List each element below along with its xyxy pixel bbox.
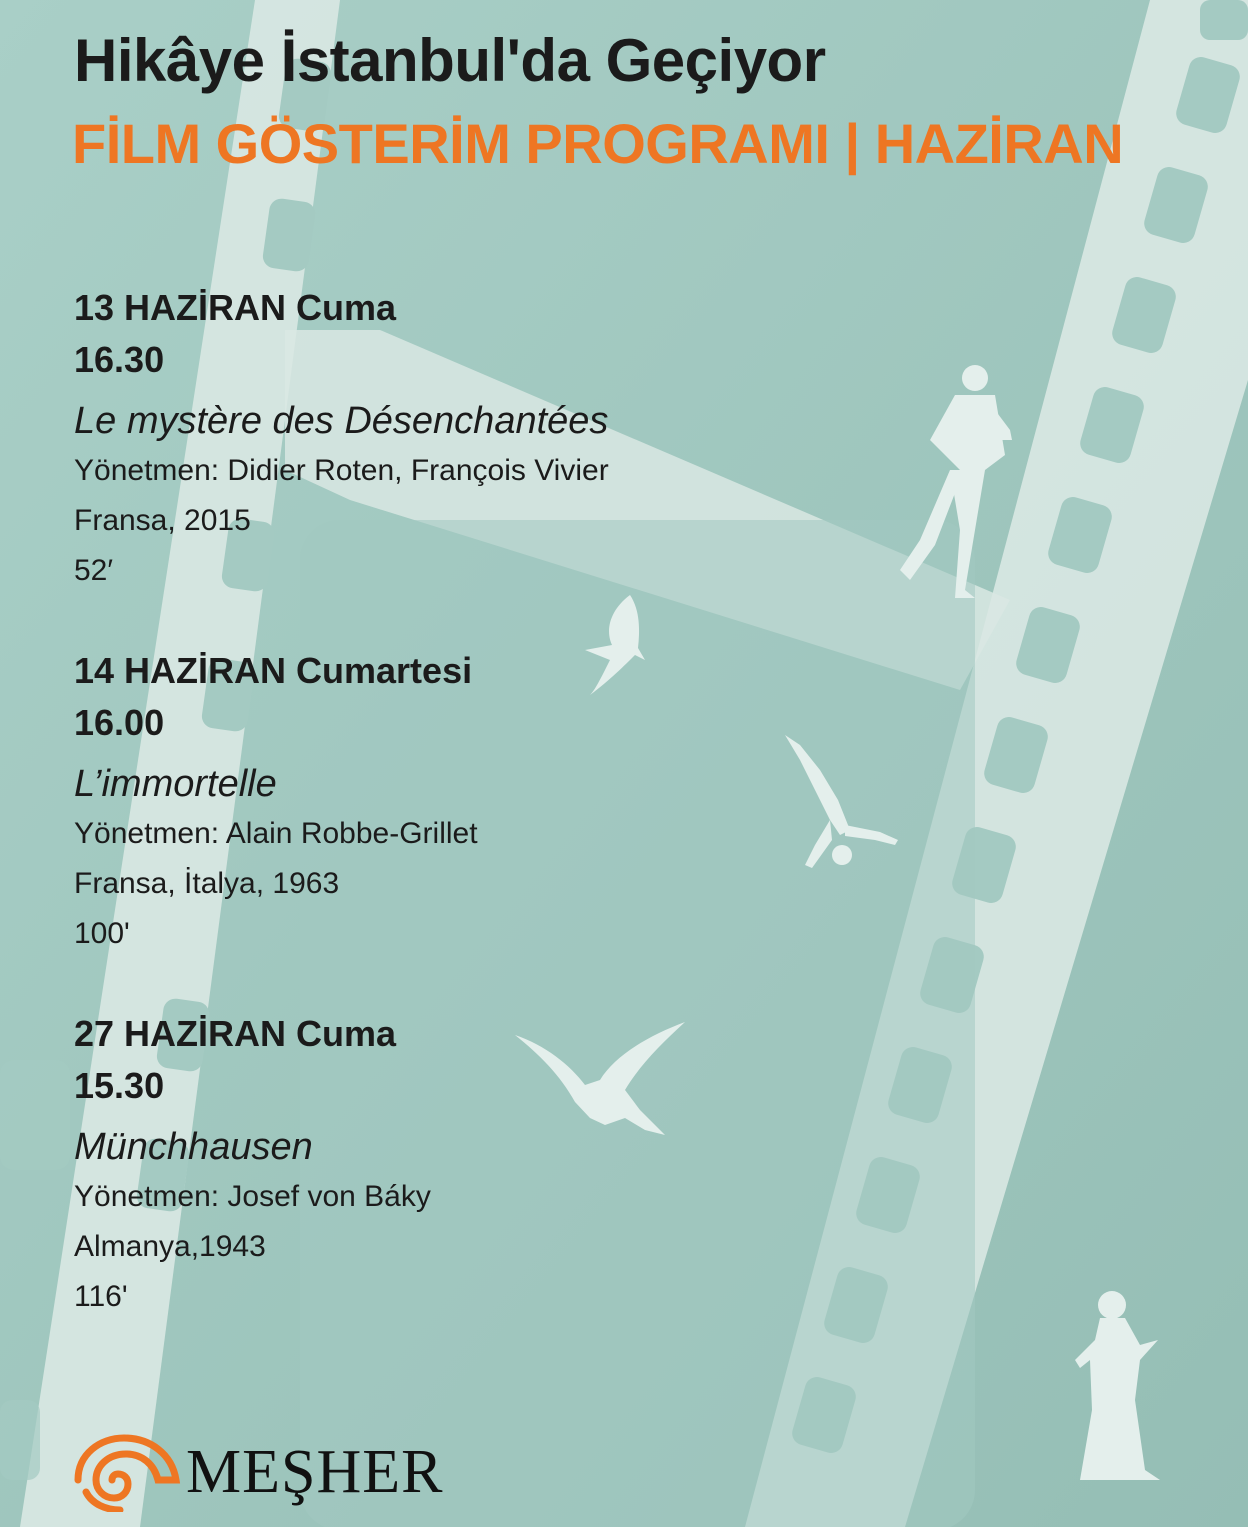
page-title: Hikâye İstanbul'da Geçiyor (74, 27, 826, 94)
screening-date: 14 HAZİRAN Cumartesi (74, 650, 473, 691)
screening-item (74, 282, 834, 596)
film-duration: 116' (74, 1280, 128, 1313)
film-country-year: Fransa, İtalya, 1963 (74, 867, 340, 900)
film-duration: 100' (74, 917, 130, 950)
screening-date: 27 HAZİRAN Cuma (74, 1013, 397, 1054)
film-title: Le mystère des Désenchantées (74, 400, 609, 442)
film-director: Yönetmen: Alain Robbe-Grillet (74, 817, 478, 850)
screening-time: 16.00 (74, 702, 165, 743)
screening-date: 13 HAZİRAN Cuma (74, 287, 397, 328)
film-director: Yönetmen: Didier Roten, François Vivier (74, 454, 609, 487)
program-subtitle: FİLM GÖSTERİM PROGRAMI | HAZİRAN (72, 112, 1124, 175)
film-title: Münchhausen (74, 1126, 313, 1168)
spiral-shell-icon (72, 1432, 182, 1512)
film-title: L’immortelle (74, 763, 277, 805)
screening-item (74, 645, 834, 959)
film-duration: 52′ (74, 554, 113, 587)
film-country-year: Fransa, 2015 (74, 504, 251, 537)
meshers-logo (72, 1432, 492, 1512)
film-country-year: Almanya,1943 (74, 1230, 266, 1263)
screening-time: 15.30 (74, 1065, 165, 1106)
logo-wordmark: MEŞHER (186, 1438, 444, 1506)
screening-time: 16.30 (74, 339, 165, 380)
film-director: Yönetmen: Josef von Báky (74, 1180, 431, 1213)
screening-item (74, 1008, 834, 1322)
